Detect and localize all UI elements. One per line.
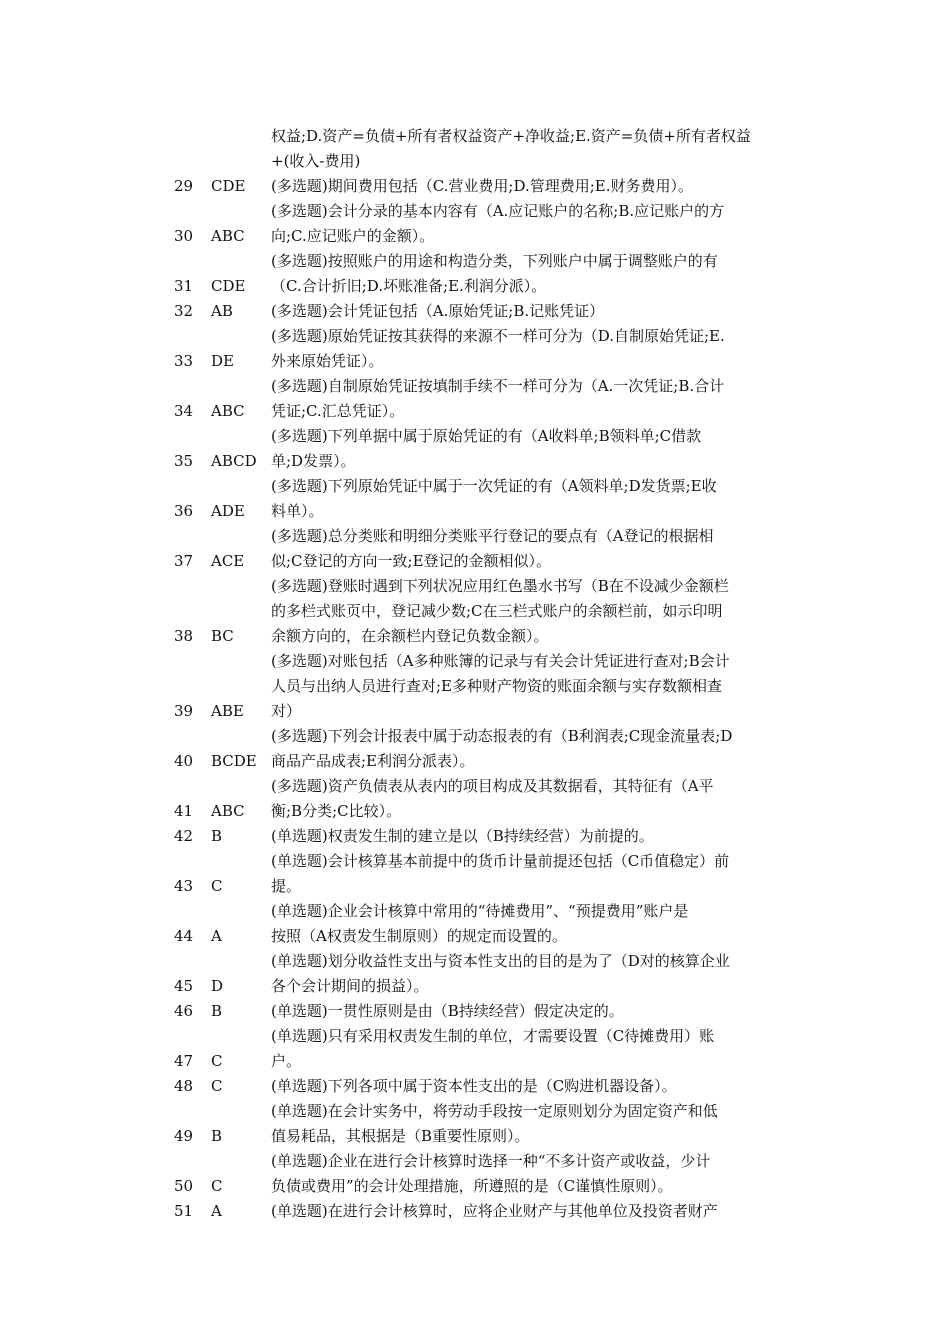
question-text-line: (多选题)下列会计报表中属于动态报表的有（B利润表;C现金流量表;D [271,727,733,745]
question-text [271,124,819,174]
question-text-line: 值易耗品，其根据是（B重要性原则）。 [271,1127,530,1145]
question-text [271,299,819,324]
question-row [0,474,950,524]
question-text-line: （C.合计折旧;D.坏账准备;E.利润分派）。 [271,277,547,295]
question-text-line: (单选题)下列各项中属于资本性支出的是（C购进机器设备）。 [271,1077,677,1095]
question-row [0,249,950,299]
question-text-line: (多选题)会计分录的基本内容有（A.应记账户的名称;B.应记账户的方 [271,202,725,220]
answer-key: A [211,1202,222,1220]
question-row [0,199,950,249]
question-text [271,1024,819,1074]
question-text [271,174,819,199]
question-text [271,849,819,899]
question-text [271,1074,819,1099]
question-number: 51 [174,1202,194,1220]
question-text-line: (单选题)在进行会计核算时，应将企业财产与其他单位及投资者财产 [271,1202,718,1220]
question-text-line: 按照（A权责发生制原则）的规定而设置的。 [271,927,567,945]
answer-key: C [211,1052,223,1070]
question-row [0,1199,950,1224]
question-row [0,174,950,199]
question-row [0,424,950,474]
question-number: 36 [174,502,194,520]
question-text-line: (多选题)总分类账和明细分类账平行登记的要点有（A登记的根据相 [271,527,714,545]
question-text [271,424,819,474]
question-row [0,324,950,374]
question-text-line: (多选题)自制原始凭证按填制手续不一样可分为（A.一次凭证;B.合计 [271,377,725,395]
question-number: 31 [174,277,194,295]
question-text [271,324,819,374]
question-text [271,724,819,774]
answer-key: C [211,1177,223,1195]
question-row [0,574,950,649]
question-number: 37 [174,552,194,570]
question-text-line: (多选题)会计凭证包括（A.原始凭证;B.记账凭证） [271,302,605,320]
question-text-line: (多选题)期间费用包括（C.营业费用;D.管理费用;E.财务费用）。 [271,177,694,195]
question-text-line: 外来原始凭证）。 [271,352,384,370]
answer-key: BCDE [211,752,257,770]
answer-key: C [211,1077,223,1095]
question-text-line: (多选题)对账包括（A多种账簿的记录与有关会计凭证进行查对;B会计 [271,652,730,670]
question-text [271,1199,819,1224]
question-text-line: 商品产品成表;E利润分派表）。 [271,752,475,770]
answer-key: BC [211,627,234,645]
question-number: 46 [174,1002,194,1020]
question-number: 39 [174,702,194,720]
answer-key: AB [211,302,233,320]
question-text-line: (单选题)在会计实务中，将劳动手段按一定原则划分为固定资产和低 [271,1102,718,1120]
question-text [271,1149,819,1199]
question-row [0,899,950,949]
question-number: 30 [174,227,194,245]
question-text-line: 似;C登记的方向一致;E登记的金额相似）。 [271,552,552,570]
question-text-line: (多选题)原始凭证按其获得的来源不一样可分为（D.自制原始凭证;E. [271,327,725,345]
question-number: 38 [174,627,194,645]
question-row [0,1099,950,1149]
question-text-line: 凭证;C.汇总凭证）。 [271,402,405,420]
question-text [271,949,819,999]
question-text [271,774,819,824]
question-text-line: (单选题)划分收益性支出与资本性支出的目的是为了（D对的核算企业 [271,952,730,970]
question-text [271,524,819,574]
question-number: 48 [174,1077,194,1095]
answer-key: ADE [211,502,245,520]
question-number: 35 [174,452,194,470]
question-text [271,374,819,424]
question-number: 50 [174,1177,194,1195]
question-text-line: 衡;B分类;C比较）。 [271,802,402,820]
question-number: 40 [174,752,194,770]
question-text-line: (多选题)下列原始凭证中属于一次凭证的有（A领料单;D发货票;E收 [271,477,717,495]
question-text [271,199,819,249]
question-text-line: (单选题)一贯性原则是由（B持续经营）假定决定的。 [271,1002,624,1020]
answer-key: B [211,827,223,845]
question-text [271,899,819,949]
question-number: 44 [174,927,194,945]
answer-key: C [211,877,223,895]
question-row [0,524,950,574]
answer-key: ACE [211,552,245,570]
question-number: 29 [174,177,194,195]
answer-key: ABC [211,402,245,420]
answer-key: B [211,1002,223,1020]
question-text-line: (多选题)登账时遇到下列状况应用红色墨水书写（B在不设减少金额栏 [271,577,729,595]
question-text-line: 对） [271,702,302,720]
answer-key: ABE [211,702,244,720]
question-text [271,474,819,524]
question-number: 47 [174,1052,194,1070]
question-text [271,649,819,724]
question-row [0,1024,950,1074]
answer-key: CDE [211,177,246,195]
question-number: 41 [174,802,194,820]
question-row [0,849,950,899]
question-number: 45 [174,977,194,995]
question-text-line: +(收入-费用) [271,152,361,170]
question-number: 34 [174,402,194,420]
question-text-line: 提。 [271,877,302,895]
question-text-line: (单选题)企业在进行会计核算时选择一种“不多计资产或收益，少计 [271,1152,711,1170]
question-text-line: 人员与出纳人员进行查对;E多种财产物资的账面余额与实存数额相查 [271,677,723,695]
answer-key: DE [211,352,234,370]
question-text-line: (单选题)只有采用权责发生制的单位，才需要设置（C待摊费用）账 [271,1027,715,1045]
question-number: 42 [174,827,194,845]
question-row [0,999,950,1024]
question-text-line: 户。 [271,1052,302,1070]
question-row [0,374,950,424]
question-number: 49 [174,1127,194,1145]
question-text-line: (多选题)下列单据中属于原始凭证的有（A收料单;B领料单;C借款 [271,427,702,445]
question-text-line: (单选题)会计核算基本前提中的货币计量前提还包括（C币值稳定）前 [271,852,730,870]
question-row [0,299,950,324]
question-text-line: 单;D发票）。 [271,452,356,470]
question-text-line: (多选题)按照账户的用途和构造分类，下列账户中属于调整账户的有 [271,252,718,270]
question-number: 33 [174,352,194,370]
question-text-line: 负债或费用”的会计处理措施，所遵照的是（C谨慎性原则）。 [271,1177,673,1195]
answer-key: ABC [211,802,245,820]
question-text [271,249,819,299]
question-text-line: 权益;D.资产=负债+所有者权益资产+净收益;E.资产=负债+所有者权益 [271,127,751,145]
question-row [0,1149,950,1199]
question-text-line: 的多栏式账页中，登记减少数;C在三栏式账户的余额栏前，如示印明 [271,602,723,620]
question-text-line: 料单）。 [271,502,324,520]
question-number: 32 [174,302,194,320]
question-text-line: 各个会计期间的损益）。 [271,977,429,995]
question-number: 43 [174,877,194,895]
answer-key: B [211,1127,223,1145]
question-row [0,724,950,774]
answer-key: ABC [211,227,245,245]
answer-key: D [211,977,224,995]
question-text [271,824,819,849]
question-text-line: 向;C.应记账户的金额）。 [271,227,435,245]
question-row [0,824,950,849]
question-row [0,949,950,999]
question-text [271,999,819,1024]
question-text [271,574,819,649]
question-row [0,774,950,824]
question-row [0,124,950,174]
answer-key: A [211,927,222,945]
answer-key: CDE [211,277,246,295]
question-text-line: (单选题)权责发生制的建立是以（B持续经营）为前提的。 [271,827,654,845]
question-text-line: (多选题)资产负债表从表内的项目构成及其数据看，其特征有（A平 [271,777,714,795]
question-row [0,1074,950,1099]
answer-key: ABCD [211,452,257,470]
question-text [271,1099,819,1149]
question-text-line: 余额方向的，在余额栏内登记负数金额）。 [271,627,549,645]
question-text-line: (单选题)企业会计核算中常用的“待摊费用”、“预提费用”账户是 [271,902,689,920]
question-row [0,649,950,724]
